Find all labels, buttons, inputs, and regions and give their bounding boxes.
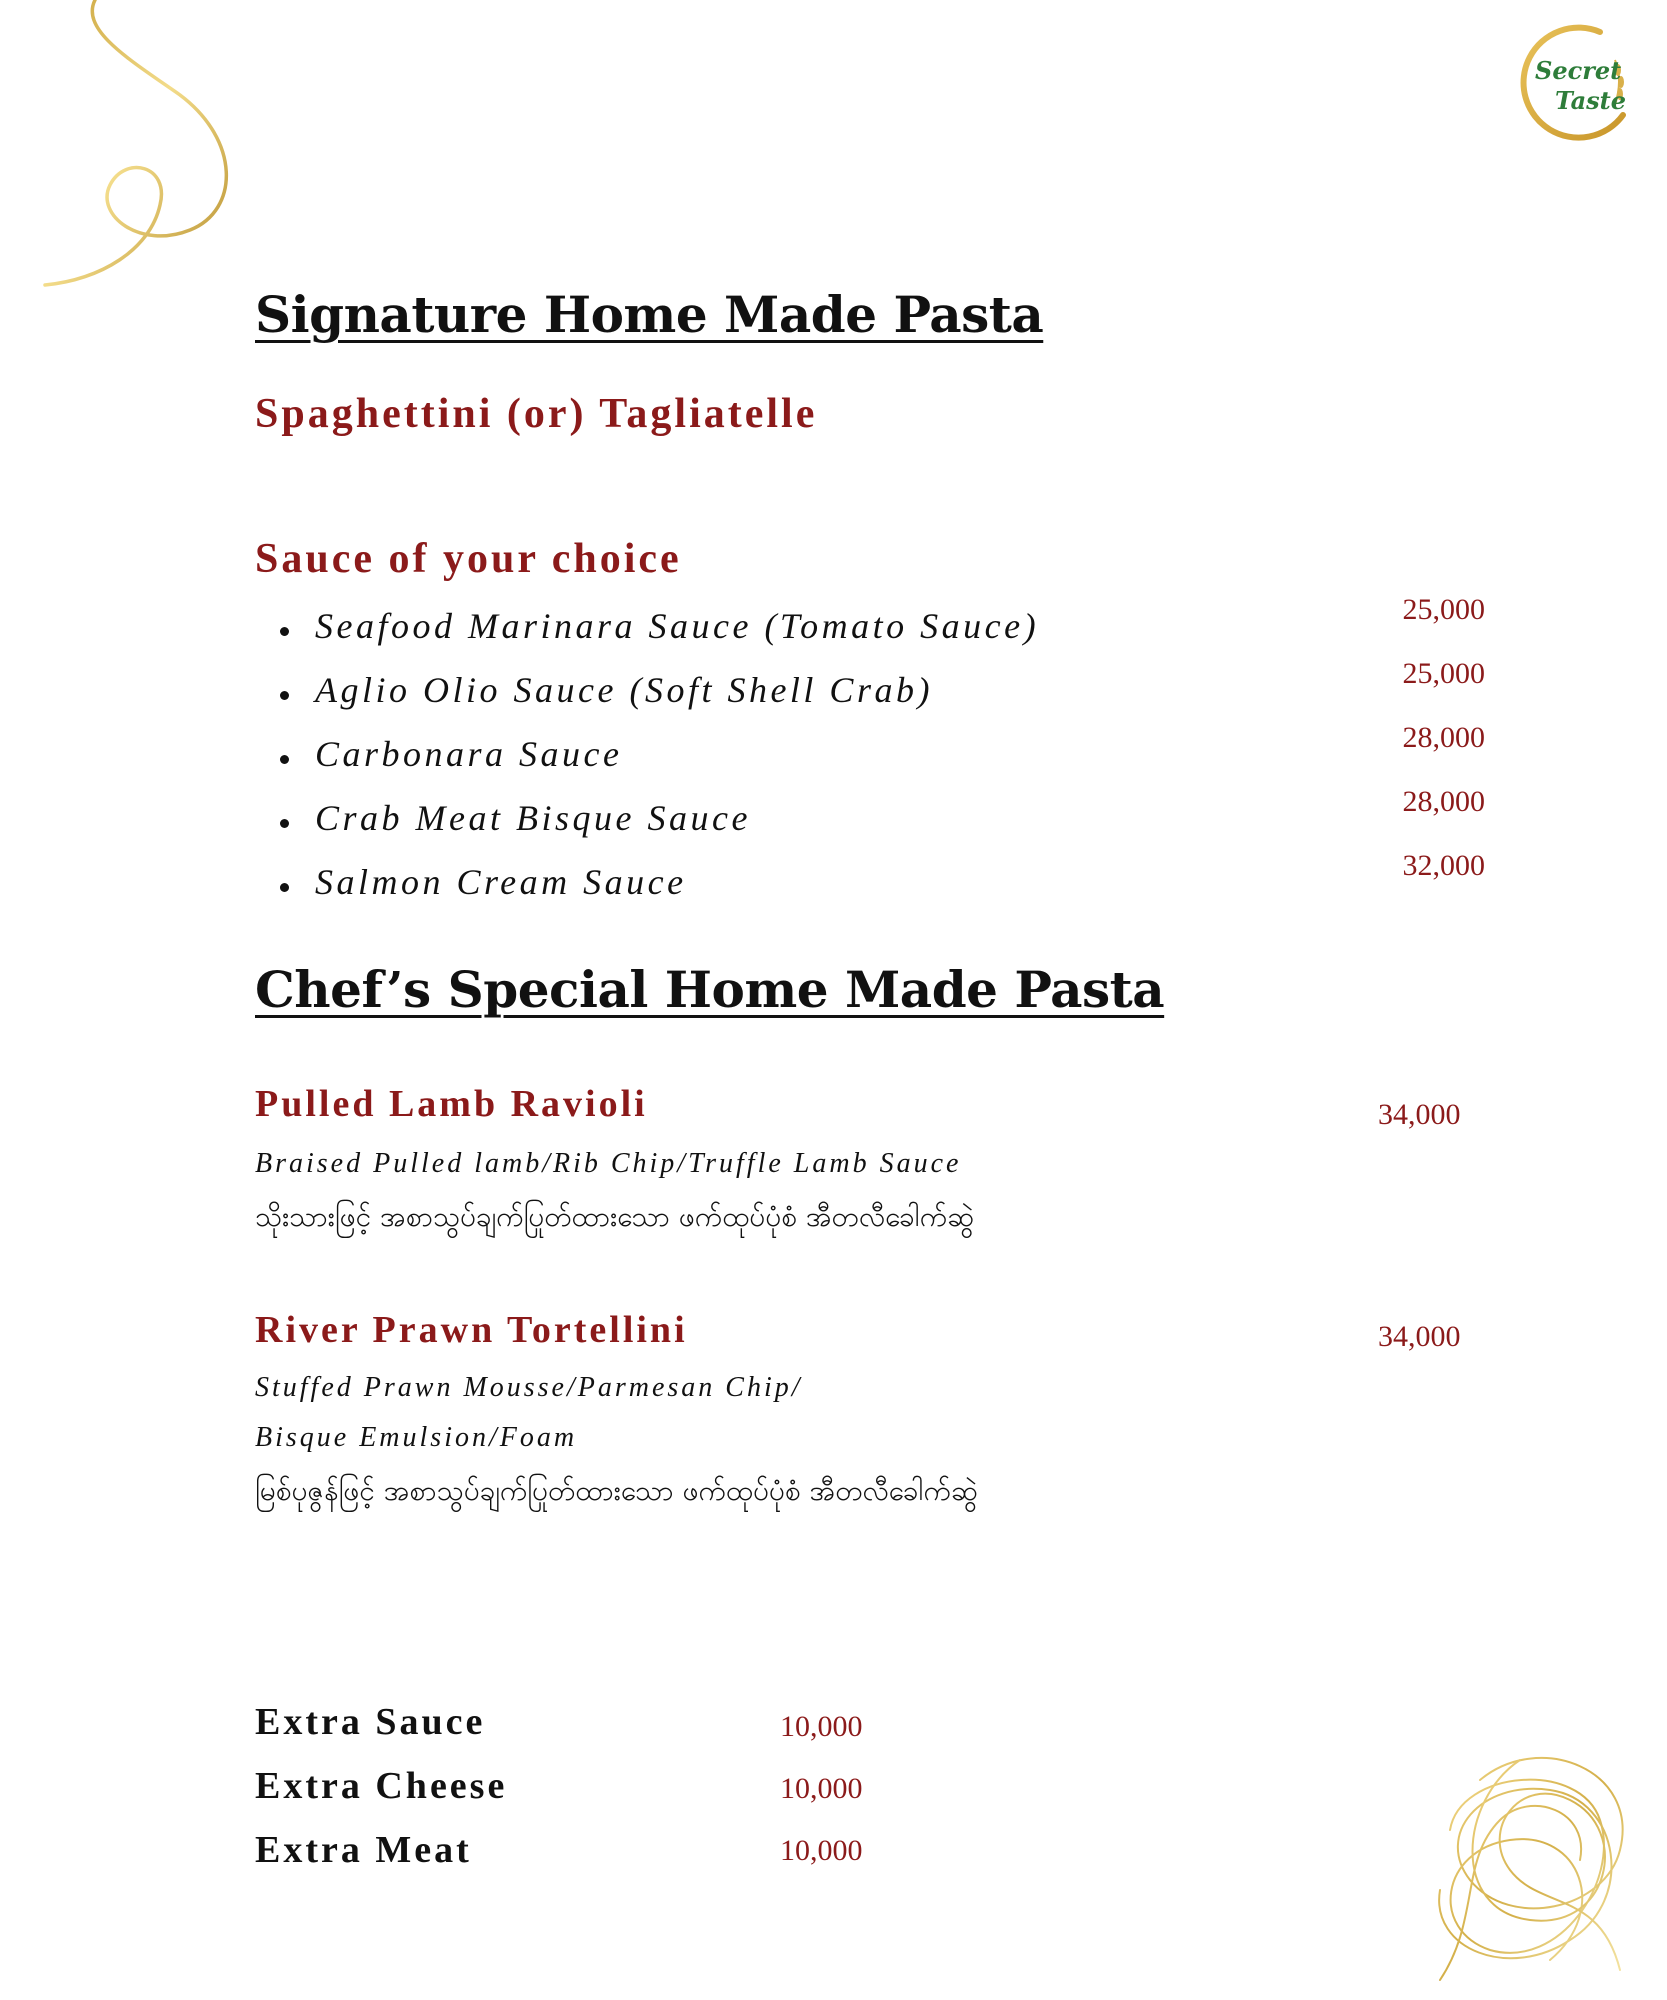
extra-price: 10,000 [780,1772,863,1805]
bullet-icon [280,819,289,828]
sauce-list [255,593,1485,925]
sauce-name: Seafood Marinara Sauce (Tomato Sauce) [315,606,1040,646]
dish-price: 34,000 [1378,1098,1461,1131]
dish-name: River Prawn Tortellini [255,1309,688,1351]
sauce-price: 25,000 [1402,657,1485,690]
sauce-name: Salmon Cream Sauce [315,862,687,902]
sauce-item [255,657,1485,733]
sauce-price: 28,000 [1402,721,1485,754]
gold-swirl-decoration [40,0,250,300]
sauce-heading: Sauce of your choice [255,536,682,582]
extra-price: 10,000 [780,1710,863,1743]
dish-price: 34,000 [1378,1320,1461,1353]
sauce-name: Crab Meat Bisque Sauce [315,798,751,838]
dish-local-description: သိုးသားဖြင့် အစာသွပ်ချက်ပြုတ်ထားသော ဖက်ထုပ်ပုံစံ အီတလီခေါက်ဆွဲ [255,1200,975,1233]
pasta-choice: Spaghettini (or) Tagliatelle [255,391,818,437]
sauce-item [255,721,1485,797]
sauce-price: 28,000 [1402,785,1485,818]
sauce-item [255,785,1485,861]
secret-taste-logo [1505,20,1635,150]
bullet-icon [280,691,289,700]
dish-description: Braised Pulled lamb/Rib Chip/Truffle Lamb Sauce [255,1148,962,1179]
logo-word-secret: Secret [1535,56,1622,85]
signature-pasta-title: Signature Home Made Pasta [255,285,1044,344]
extra-name: Extra Meat [255,1829,472,1871]
sauce-item [255,593,1485,669]
extra-price: 10,000 [780,1834,863,1867]
sauce-price: 25,000 [1402,593,1485,626]
sauce-price: 32,000 [1402,849,1485,882]
extra-name: Extra Sauce [255,1701,486,1743]
sauce-name: Aglio Olio Sauce (Soft Shell Crab) [315,670,933,710]
dish-name: Pulled Lamb Ravioli [255,1083,648,1125]
chefs-special-title: Chef’s Special Home Made Pasta [255,960,1165,1019]
gold-scribble-decoration [1420,1740,1650,1990]
bullet-icon [280,755,289,764]
dish-description: Bisque Emulsion/Foam [255,1422,578,1453]
logo-word-taste: Taste [1555,86,1626,115]
bullet-icon [280,627,289,636]
bullet-icon [280,883,289,892]
extra-name: Extra Cheese [255,1765,508,1807]
dish-description: Stuffed Prawn Mousse/Parmesan Chip/ [255,1372,803,1403]
dish-local-description: မြစ်ပုဇွန်ဖြင့် အစာသွပ်ချက်ပြုတ်ထားသော ဖက်ထုပ်ပုံစံ အီတလီခေါက်ဆွဲ [255,1474,978,1507]
sauce-item [255,849,1485,925]
sauce-name: Carbonara Sauce [315,734,623,774]
